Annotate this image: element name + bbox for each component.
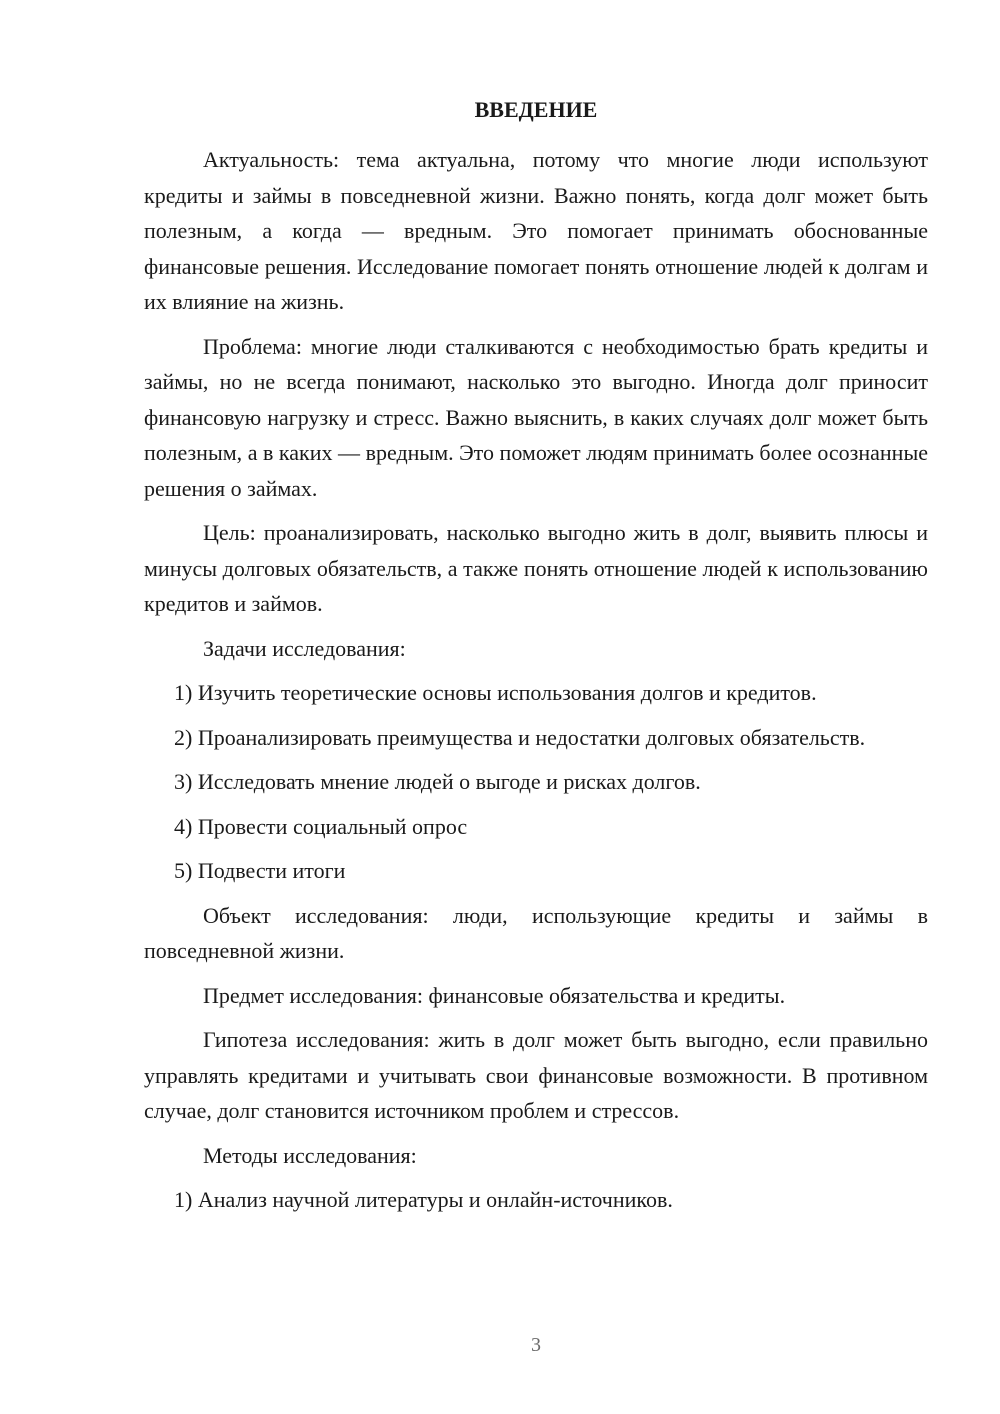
document-page [144, 96, 928, 1218]
paragraph-problem: Проблема: многие люди сталкиваются с необходимостью брать кредиты и займы, но не всегда понимают, насколько это выгодно. Иногда долг приносит финансовую нагрузку и стресс. Важно выяснить, в каких случаях долг может быть полезным, а в каких — вредным. Это поможет людям принимать более осознанные решения о займах. [144, 333, 928, 501]
methods-heading: Методы исследования: [203, 1142, 417, 1168]
page-number: 3 [531, 1334, 541, 1356]
section-title: ВВЕДЕНИЕ [474, 97, 598, 122]
list-item: 2) Проанализировать преимущества и недостатки долговых обязательств. [174, 724, 866, 750]
list-item: 4) Провести социальный опрос [174, 813, 468, 839]
paragraph-relevance: Актуальность: тема актуальна, потому что многие люди используют кредиты и займы в повседневной жизни. Важно понять, когда долг может быть полезным, а когда — вредным. Это помогает принимать обоснованные финансовые решения. Исследование помогает понять отношение людей к долгам и их влияние на жизнь. [144, 147, 928, 314]
list-item: 1) Анализ научной литературы и онлайн-источников. [174, 1187, 673, 1212]
list-item: 1) Изучить теоретические основы использования долгов и кредитов. [174, 680, 817, 705]
tasks-heading: Задачи исследования: [203, 635, 406, 661]
paragraph-hypothesis: Гипотеза исследования: жить в долг может быть выгодно, если правильно управлять кредитами и учитывать свои финансовые возможности. В противном случае, долг становится источником проблем и стрессов. [144, 1027, 928, 1123]
paragraph-goal: Цель: проанализировать, насколько выгодно жить в долг, выявить плюсы и минусы долговых обязательств, а также понять отношение людей к использованию кредитов и займов. [144, 520, 928, 616]
list-item: 3) Исследовать мнение людей о выгоде и рисках долгов. [174, 769, 701, 794]
paragraph-object: Объект исследования: люди, использующие кредиты и займы в повседневной жизни. [144, 902, 928, 963]
list-item: 5) Подвести итоги [174, 858, 346, 883]
paragraph-subject: Предмет исследования: финансовые обязательства и кредиты. [203, 982, 786, 1008]
